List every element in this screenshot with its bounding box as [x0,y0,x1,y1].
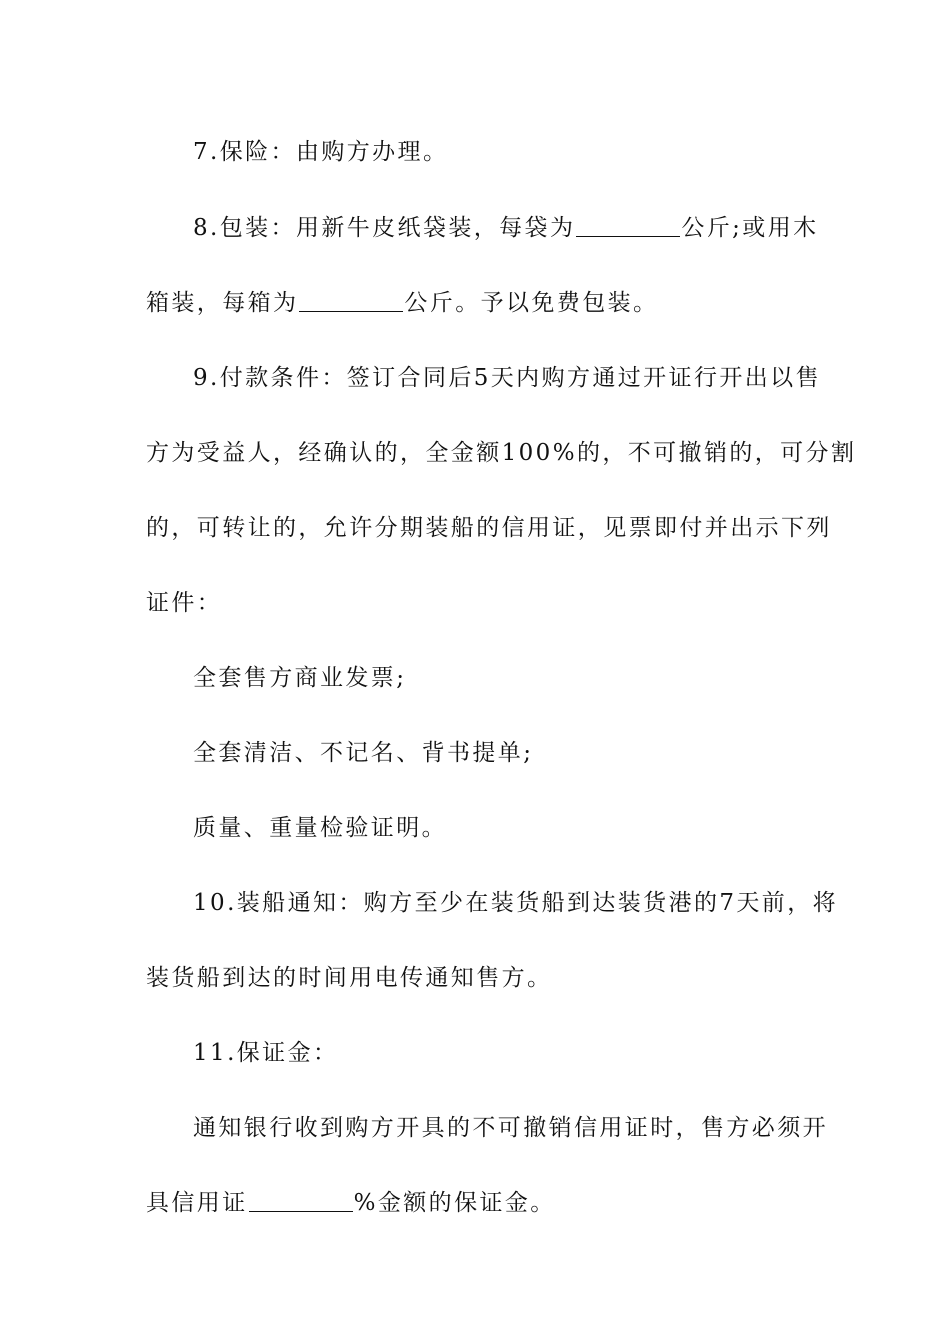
clause-11-deposit-line-2 [146,1185,806,1221]
clause-11-text-3: %金额的保证金。 [353,1190,556,1216]
clause-8-packing-line-2 [146,285,806,321]
required-document-bill-of-lading-text: 全套清洁、不记名、背书提单; [193,740,534,766]
required-document-invoice [193,660,806,696]
required-document-inspection-text: 质量、重量检验证明。 [193,815,447,841]
clause-9-text-4: 证件： [146,590,223,616]
clause-9-text-1: 9.付款条件：签订合同后5天内购方通过开证行开出以售 [193,365,821,391]
fill-in-blank-kg-per-bag [576,212,680,237]
clause-10-shipping-notice-line-1 [193,885,839,921]
clause-10-text-2: 装货船到达的时间用电传通知售方。 [146,965,553,991]
required-document-bill-of-lading [193,735,806,771]
clause-8-packing-line-1 [193,210,819,246]
clause-10-text-1: 10.装船通知：购方至少在装货船到达装货港的7天前，将 [193,890,839,916]
clause-9-text-3: 的，可转让的，允许分期装船的信用证，见票即付并出示下列 [146,515,832,541]
clause-8-text-part-2: 公斤;或用木 [681,215,819,241]
fill-in-blank-deposit-percent [249,1187,353,1212]
clause-9-payment-line-4 [146,585,806,621]
clause-8-text-part-1: 8.包装：用新牛皮纸袋装，每袋为 [193,215,576,241]
clause-9-text-2: 方为受益人，经确认的，全金额100%的，不可撤销的，可分割 [146,440,857,466]
clause-9-payment-line-2 [146,435,857,471]
required-document-invoice-text: 全套售方商业发票; [193,665,407,691]
clause-7-insurance [193,134,806,170]
clause-7-text: 7.保险：由购方办理。 [193,139,449,165]
clause-11-text-2: 具信用证 [146,1190,248,1216]
required-document-inspection [193,810,806,846]
clause-8-text-part-4: 公斤。予以免费包装。 [404,290,659,316]
clause-9-payment-line-3 [146,510,832,546]
clause-8-text-part-3: 箱装，每箱为 [146,290,299,316]
clause-10-shipping-notice-line-2 [146,960,806,996]
clause-11-deposit-title [193,1035,806,1071]
clause-11-title-text: 11.保证金： [193,1040,339,1066]
clause-11-deposit-line-1 [193,1110,828,1146]
fill-in-blank-kg-per-box [299,287,403,312]
clause-11-text-1: 通知银行收到购方开具的不可撤销信用证时，售方必须开 [193,1115,828,1141]
clause-9-payment-line-1 [193,360,821,396]
